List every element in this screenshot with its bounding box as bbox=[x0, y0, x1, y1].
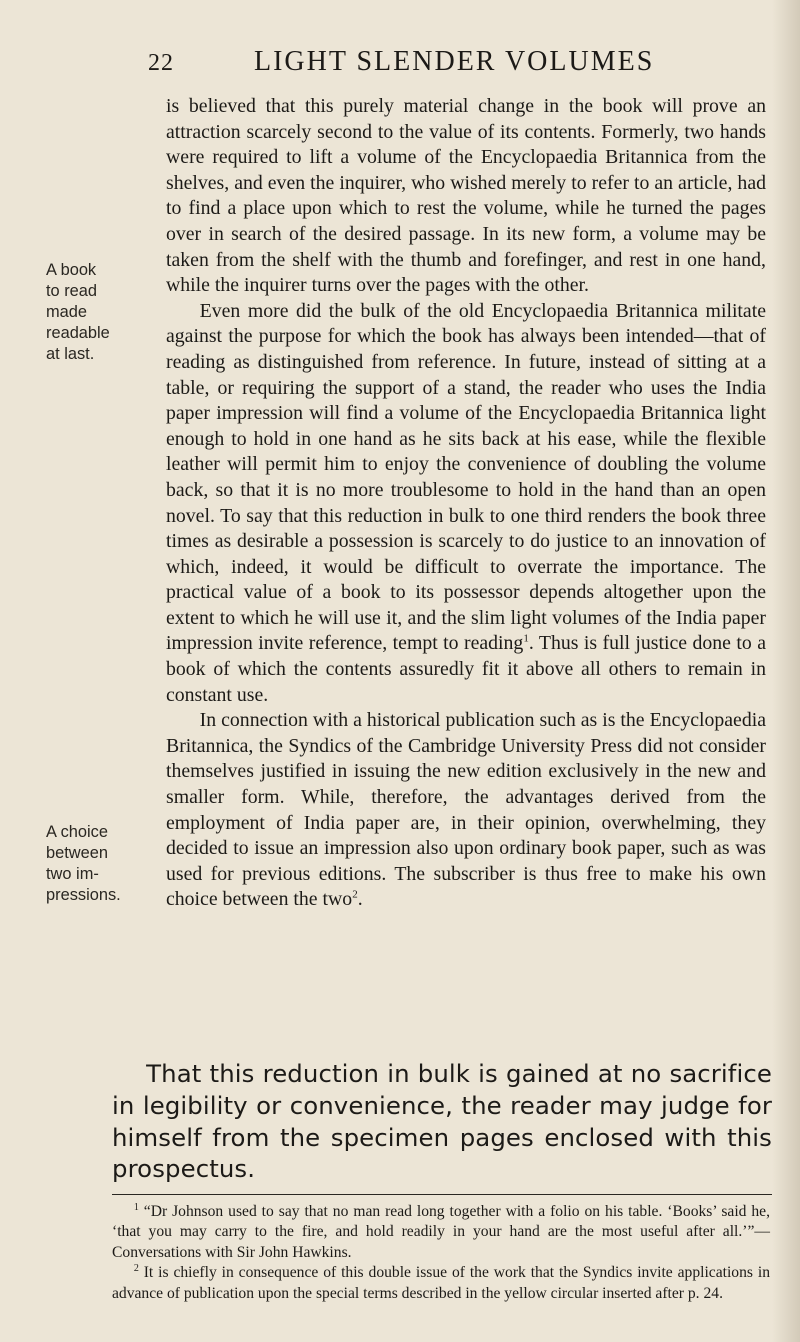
paragraph-3-text: In connection with a historical publication such as is the Encyclopaedia Britannica, the Syndics of the Cambridge University Press did not consider themselves justified in issuing the new edition exclusively in the new and smaller form. While, therefore, the advantages derived from the employment of India paper are, in their opinion, overwhelming, they decided to issue an impression also upon ordinary book paper, such as was used for previous editions. The subscriber is thus free to make his own choice between the two bbox=[166, 709, 766, 911]
specimen-text: That this reduction in bulk is gained at no sacrifice in legibility or convenience, the reader may judge for himself from the specimen pages enclosed with this prospectus. bbox=[112, 1059, 772, 1184]
running-head: LIGHT SLENDER VOLUMES bbox=[254, 46, 655, 77]
margin-note-line: made bbox=[46, 303, 88, 321]
specimen-paragraph bbox=[112, 1058, 772, 1185]
margin-note-line: two im- bbox=[46, 865, 99, 883]
footnotes bbox=[112, 1202, 770, 1304]
paragraph-1: is believed that this purely material change in the book will prove an attraction scarcely second to the value of its contents. Formerly, two hands were required to lift a volume of the Encyclopaedia Britannica from the shelves, and even the inquirer, who wished merely to refer to an article, had to find a place upon which to rest the volume, while he turned the pages over in search of the desired passage. In its new form, a volume may be taken from the shelf with the thumb and forefinger, and rest in one hand, while the inquirer turns over the pages with the other. bbox=[166, 95, 766, 297]
margin-note-line: pressions. bbox=[46, 886, 121, 904]
margin-note-line: between bbox=[46, 844, 108, 862]
paragraph-2-text: Even more did the bulk of the old Encyclopaedia Britannica militate against the purpose for which the book has always been intended—that of reading as distinguished from reference. In future, instead of sitting at a table, or requiring the support of a stand, the reader who uses the India paper impression will find a volume of the Encyclopaedia Britannica light enough to hold in one hand as he sits back at his ease, while the flexible leather will permit him to enjoy the convenience of doubling the volume back, so that it is no more troublesome to hold in the hand than an open novel. To say that this reduction in bulk to one third renders the book three times as desirable a possession is scarcely to do justice to an innovation of which, indeed, it would be difficult to overrate the importance. The practical value of a book to its possessor depends altogether upon the extent to which he will use it, and the slim light volumes of the India paper impression invite reference, tempt to reading bbox=[166, 299, 766, 655]
margin-note-line: at last. bbox=[46, 345, 95, 363]
paragraph-3 bbox=[166, 708, 766, 913]
page-number: 22 bbox=[148, 50, 174, 76]
margin-note-line: readable bbox=[46, 324, 110, 342]
paragraph-2-text-end: . Thus is full justice done to a book of which the contents assuredly fit it above all others to remain in constant use. bbox=[166, 632, 766, 706]
margin-note-book-readable bbox=[46, 260, 156, 365]
paragraph-2 bbox=[166, 299, 766, 709]
footnote-text: It is chiefly in consequence of this double issue of the work that the Syndics invite applications in advance of publication upon the special terms described in the yellow circular inserted after p. 24. bbox=[112, 1264, 770, 1302]
footnote-2 bbox=[112, 1263, 770, 1304]
footnote-ref-1[interactable]: 1 bbox=[523, 632, 529, 645]
footnote-mark: 1 bbox=[133, 1201, 139, 1213]
footnote-text: “Dr Johnson used to say that no man read long together with a folio on his table. ‘Books’ said he, ‘that you may carry to the fire, and hold readily in your hand are the most useful after all.’”—Conversations with Sir John Hawkins. bbox=[112, 1203, 771, 1261]
margin-note-choice bbox=[46, 822, 156, 906]
margin-note-line: to read bbox=[46, 282, 98, 300]
footnote-mark: 2 bbox=[133, 1263, 139, 1275]
margin-note-line: A choice bbox=[46, 823, 108, 841]
footnote-ref-2[interactable]: 2 bbox=[352, 888, 358, 901]
footnote-rule bbox=[112, 1194, 772, 1195]
paragraph-3-text-end: . bbox=[357, 888, 363, 911]
page-edge-shadow bbox=[772, 0, 800, 1342]
footnote-1 bbox=[112, 1202, 770, 1263]
margin-note-line: A book bbox=[46, 261, 97, 279]
body-text bbox=[166, 94, 766, 913]
page-header bbox=[0, 46, 800, 86]
